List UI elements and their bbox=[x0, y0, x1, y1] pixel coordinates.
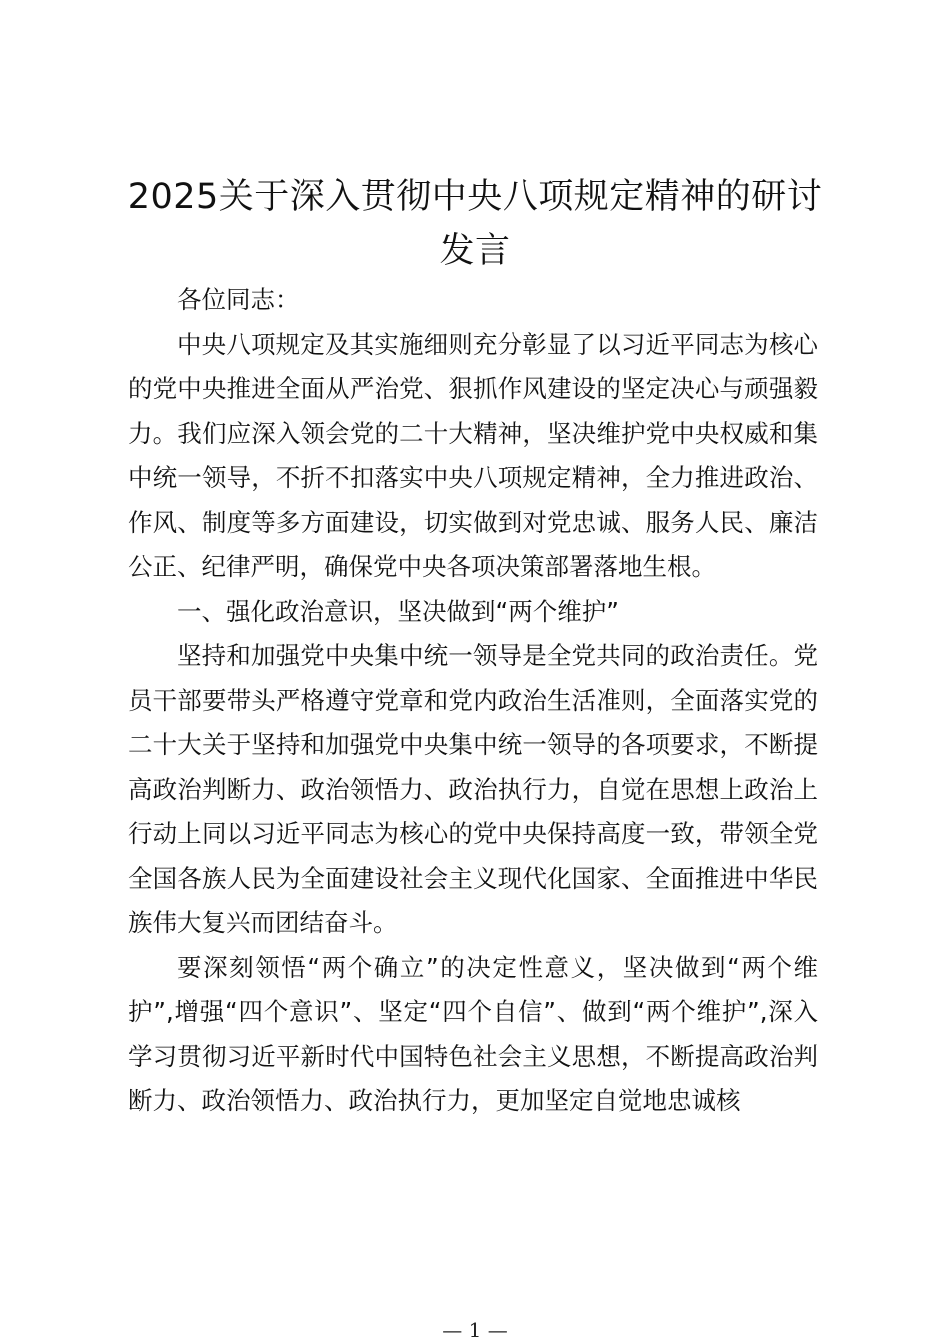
document-body bbox=[128, 278, 818, 1124]
section-heading-1: 一、强化政治意识，坚决做到“两个维护” bbox=[177, 596, 619, 626]
paragraph-2: 坚持和加强党中央集中统一领导是全党共同的政治责任。党员干部要带头严格遵守党章和党内政治生活准则，全面落实党的二十大关于坚持和加强党中央集中统一领导的各项要求，不断提高政治判断力、政治领悟力、政治执行力，自觉在思想上政治上行动上同以习近平同志为核心的党中央保持高度一致，带领全党全国各族人民为全面建设社会主义现代化国家、全面推进中华民族伟大复兴而团结奋斗。 bbox=[128, 641, 818, 937]
page-number: — 1 — bbox=[442, 1318, 508, 1342]
salutation: 各位同志： bbox=[177, 285, 300, 314]
paragraph-intro: 中央八项规定及其实施细则充分彰显了以习近平同志为核心的党中央推进全面从严治党、狠抓作风建设的坚定决心与顽强毅力。我们应深入领会党的二十大精神，坚决维护党中央权威和集中统一领导，不折不扣落实中央八项规定精神，全力推进政治、作风、制度等多方面建设，切实做到对党忠诚、服务人民、廉洁公正、纪律严明，确保党中央各项决策部署落地生根。 bbox=[128, 329, 818, 581]
document-title: 2025关于深入贯彻中央八项规定精神的研讨发言 bbox=[127, 177, 823, 271]
paragraph-3: 要深刻领悟“两个确立”的决定性意义，坚决做到“两个维护”,增强“四个意识”、坚定“四个自信”、做到“两个维护”,深入学习贯彻习近平新时代中国特色社会主义思想，不断提高政治判断力、政治领悟力、政治执行力，更加坚定自觉地忠诚核 bbox=[128, 952, 818, 1115]
